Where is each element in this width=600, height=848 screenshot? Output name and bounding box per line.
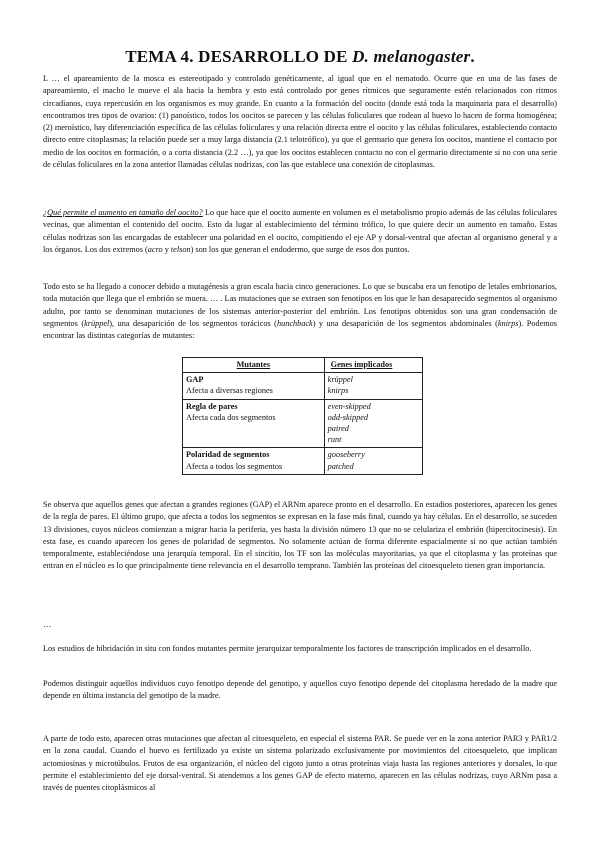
p3-text-b: ), una desaparición de los segmentos torácicos ( xyxy=(109,318,277,328)
gene-name: even-skipped xyxy=(327,401,371,411)
paragraph-oocito xyxy=(43,207,557,256)
p2-text-a: Lo que hace que el oocito aumente en volumen es el metabolismo propio además de las células foliculares vecinas, que alimentan el contenido del oocito. Esto da lugar al establecimiento del término trófico, lo que quiere decir un aumento en tamaño. Estas células nodrizas son las encargadas de establecer una polaridad en el oocito, compitiendo el eje AP y dorsal-ventral que afectan al organismo general y a los órganos. Los dos extremos ( xyxy=(43,208,557,254)
p2-text-c: ) son los que generan el endodermo, que surge de esos dos puntos. xyxy=(190,244,410,254)
mutant-description: Afecta a diversas regiones xyxy=(186,386,273,396)
title-species: D. melanogaster xyxy=(352,47,471,66)
mutants-table xyxy=(182,357,423,475)
table-row xyxy=(183,399,423,448)
paragraph-apareamiento: L … el apareamiento de la mosca es estereotipado y controlado genéticamente, al igual que en el nematodo. Ocurre que en una de las fases de apareamiento, el macho le mueve el ala hacia la hembra y esto está controlado por genes rítmicos que seguramente estén relacionados con ritmos circadianos, cuya repercusión en los organismos es muy grande. En cuanto a la formación del oocito (donde está toda la maquinaria para el desarrollo) encontramos tres tipos de ovarios: (1) panoístico, todos los oocitos se parecen y las células foliculares que rodean al huevo lo hacen de forma homogénea; (2) meroístico, hay diferenciación específica de las células foliculares y una relación directa entre el oocito y las células foliculares, estableciendo contacto directo entre citoplasmas; la relación puede ser a muy larga distancia (2.1 telotrófico), ya que el germario que genera los oocitos, mantiene el contacto por medio de los oocitos en formación, o a corta distancia (2.2 …), ya que los oocitos establecen contacto no con el germario directamente si no con una serie de células foliculares en la zona anterior llamadas células nodrizas, con las que establece una conexión de citoplasmas. xyxy=(43,74,557,169)
title-main: TEMA 4. DESARROLLO DE xyxy=(125,47,348,66)
paragraph-hibridacion: Los estudios de hibridación in situ con fondos mutantes permite jerarquizar temporalmente los factores de transcripción implicados en el desarrollo. xyxy=(43,644,532,653)
mutant-category: Regla de pares xyxy=(186,401,238,411)
gene-hunchback: hunchback xyxy=(276,318,313,328)
page-title xyxy=(0,47,600,67)
title-end: . xyxy=(470,47,475,66)
mutant-description: Afecta a todos los segmentos xyxy=(186,461,283,471)
gene-name: patched xyxy=(327,461,354,471)
gene-name: odd-skipped xyxy=(327,412,368,422)
genes-cell xyxy=(324,373,422,399)
term-telson: telson xyxy=(170,244,191,254)
p2-text-b: y xyxy=(162,244,171,254)
gene-knirps: knirps xyxy=(497,318,519,328)
mutant-category: Polaridad de segmentos xyxy=(186,450,270,460)
genes-cell xyxy=(324,399,422,448)
paragraph-mutagenesis xyxy=(43,281,557,342)
gene-name: knirps xyxy=(327,386,349,396)
mutant-cell xyxy=(183,448,325,474)
genes-cell xyxy=(324,448,422,474)
mutant-cell xyxy=(183,399,325,448)
paragraph-citoesqueleto: A parte de todo esto, aparecen otras mutaciones que afectan al citoesqueleto, en especial el sistema PAR. Se puede ver en la zona anterior PAR3 y PAR1/2 en la zona caudal. Cuando el huevo es fertilizado ya existe un sistema polarizado exclusivamente por movimientos del citoesqueleto, que implican actomiosinas y microtúbulos. Frutos de esa organización, el núcleo del cigoto junto a otras proteínas viaja hasta las regiones anteriores y dorsales, lo que permite el establecimiento del eje dorsal-ventral. Si atendemos a los genes GAP de efecto materno, aparecen en las células nodrizas, cuyo ARNm pasa a través de puentes citoplásmicos al xyxy=(43,734,557,792)
mutant-description: Afecta cada dos segmentos xyxy=(186,412,276,422)
ellipsis: … xyxy=(43,620,52,629)
table-row xyxy=(183,448,423,474)
p3-text-d: ). Podemos encontrar las distintas categorías de mutantes: xyxy=(43,318,557,340)
paragraph-gap-arnm: Se observa que aquellos genes que afectan a grandes regiones (GAP) el ARNm aparece pronto en el desarrollo. En estadios posteriores, aparecen los genes de la regla de pares. El último grupo, que afecta a todos los segmentos se expresan en la fase más final, cuando ya hay células. En el desarrollo, se suceden 13 divisiones, cuyos núcleos comienzan a migrar hacia la periferia, yes hasta la división número 13 que no se celulariza el embrión (hipercitocinesis). En esta fase, es cuando aparecen los genes de polaridad de segmentos. No solamente actúan de forma diferente espacialmente si no que actúan también temporalmente, estableciéndose una jerarquía temporal. En el sincitio, los TF son las moléculas mayoritarias, ya que el citoplasma y las proteínas que entran en el núcleo es lo que principalmente tiene relevancia en el desarrollo temprano. También las proteínas del citoesqueleto tienen gran importancia. xyxy=(43,500,557,571)
question-oocito: ¿Qué permite el aumento en tamaño del oocito? xyxy=(43,208,203,217)
mutant-cell xyxy=(183,373,325,399)
term-acro: acro xyxy=(147,244,163,254)
paragraph-fenotipo: Podemos distinguir aquellos individuos cuyo fenotipo depende del genotipo, y aquellos cuyo fenotipo depende del citoplasma heredado de la madre que depende en última instancia del genotipo de la madre. xyxy=(43,679,557,701)
p3-text-c: ) y una desaparición de los segmentos abdominales ( xyxy=(312,318,498,328)
gene-kruppel: krüppel xyxy=(84,318,110,328)
table-header-row xyxy=(183,358,423,373)
p3-text-a: Todo esto se ha llegado a conocer debido a mutagénesis a gran escala hacia cinco generaciones. Lo que se buscaba era un fenotipo de letales embrionarios, toda mutación que llega que el embrión se muera. … . Las mutaciones que se extraen son fenotipos en los que le han desaparecido segmentos al organismo adulto, por tanto se denominan mutaciones de los sistemas anterior-posterior del embrión. Los fenotipos obtenidos son una gran condensación de segmentos ( xyxy=(43,282,557,328)
gene-name: gooseberry xyxy=(327,450,365,460)
header-genes: Genes implicados xyxy=(324,358,422,373)
table-row xyxy=(183,373,423,399)
gene-name: runt xyxy=(327,435,342,445)
gene-name: paired xyxy=(327,424,349,434)
header-mutantes: Mutantes xyxy=(183,358,325,373)
mutant-category: GAP xyxy=(186,375,204,385)
gene-name: krüppel xyxy=(327,375,353,385)
